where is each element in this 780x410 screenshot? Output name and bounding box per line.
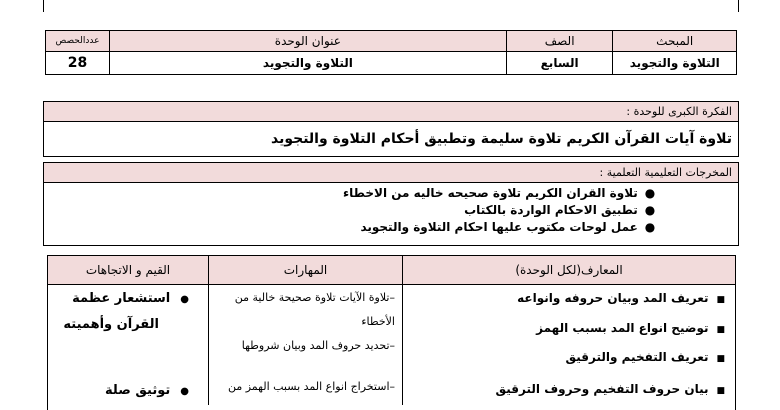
outcome-item: [44, 185, 658, 202]
unit-title-value: التلاوة والتجويد: [109, 52, 506, 75]
big-idea-text: تلاوة آيات القرآن الكريم تلاوة سليمة وتطبيق أحكام التلاوة والتجويد: [270, 131, 732, 147]
skill-line: –تحديد حروف المد وبيان شروطها: [241, 339, 395, 352]
bullet-icon: ●: [644, 220, 656, 234]
knowledge-item: [403, 347, 733, 369]
knowledge-item: [403, 288, 733, 310]
unit-table-header-row: [46, 31, 737, 52]
outcome-text: عمل لوحات مكتوب عليها احكام التلاوة والتجويد: [360, 220, 638, 234]
bullet-icon: ●: [180, 386, 189, 397]
outcome-text: تطبيق الاحكام الواردة بالكتاب: [464, 203, 638, 217]
square-bullet-icon: ■: [716, 295, 725, 305]
square-bullet-icon: ■: [716, 354, 725, 364]
outcomes-list: [44, 185, 738, 236]
outcomes-label: المخرجات التعليمية التعلمية :: [44, 163, 738, 183]
page-border-left: [43, 0, 44, 12]
unit-info-table: [45, 30, 737, 75]
values-header: القيم و الاتجاهات: [48, 256, 208, 284]
grade-header: الصف: [506, 31, 613, 52]
detail-header-divider: [47, 284, 736, 285]
lessons-count-value: 28: [46, 52, 110, 75]
outcome-item: [44, 219, 658, 236]
value-text: توثيق صلة: [105, 383, 171, 398]
skill-line: الأخطاء: [361, 315, 395, 328]
knowledge-header: المعارف(لكل الوحدة): [403, 256, 735, 284]
knowledge-text: بيان حروف التفخيم وحروف الترقيق: [495, 382, 709, 396]
bullet-icon: ●: [644, 203, 656, 217]
skill-line: –تلاوة الآيات تلاوة صحيحة خالية من: [234, 291, 395, 304]
knowledge-text: توضيح انواع المد بسبب الهمز: [536, 321, 709, 335]
bullet-icon: ●: [180, 294, 189, 305]
square-bullet-icon: ■: [716, 386, 725, 396]
skills-header: المهارات: [209, 256, 402, 284]
subject-value: التلاوة والتجويد: [613, 52, 737, 75]
unit-table-value-row: [46, 52, 737, 75]
knowledge-item: [403, 379, 733, 401]
grade-value: السابع: [506, 52, 613, 75]
knowledge-item: [403, 318, 733, 340]
big-idea-label: الفكرة الكبرى للوحدة :: [44, 102, 738, 122]
outcome-text: تلاوة القران الكريم تلاوة صحيحه خاليه من الاخطاء: [343, 186, 638, 200]
value-line: القرآن وأهميته: [63, 317, 159, 332]
unit-title-header: عنوان الوحدة: [109, 31, 506, 52]
bullet-icon: ●: [644, 186, 656, 200]
value-item: [48, 381, 205, 402]
outcome-item: [44, 202, 658, 219]
knowledge-text: تعريف المد وبيان حروفه وانواعه: [517, 291, 709, 305]
page-border-right: [738, 0, 739, 12]
lessons-count-header: عددالحصص: [46, 31, 110, 52]
knowledge-text: تعريف التفخيم والترقيق: [565, 350, 709, 364]
skill-line: –استخراج انواع المد بسبب الهمز من: [227, 380, 395, 393]
value-item: [48, 289, 205, 310]
square-bullet-icon: ■: [716, 325, 725, 335]
value-text: استشعار عظمة: [72, 291, 171, 306]
subject-header: المبحث: [613, 31, 737, 52]
